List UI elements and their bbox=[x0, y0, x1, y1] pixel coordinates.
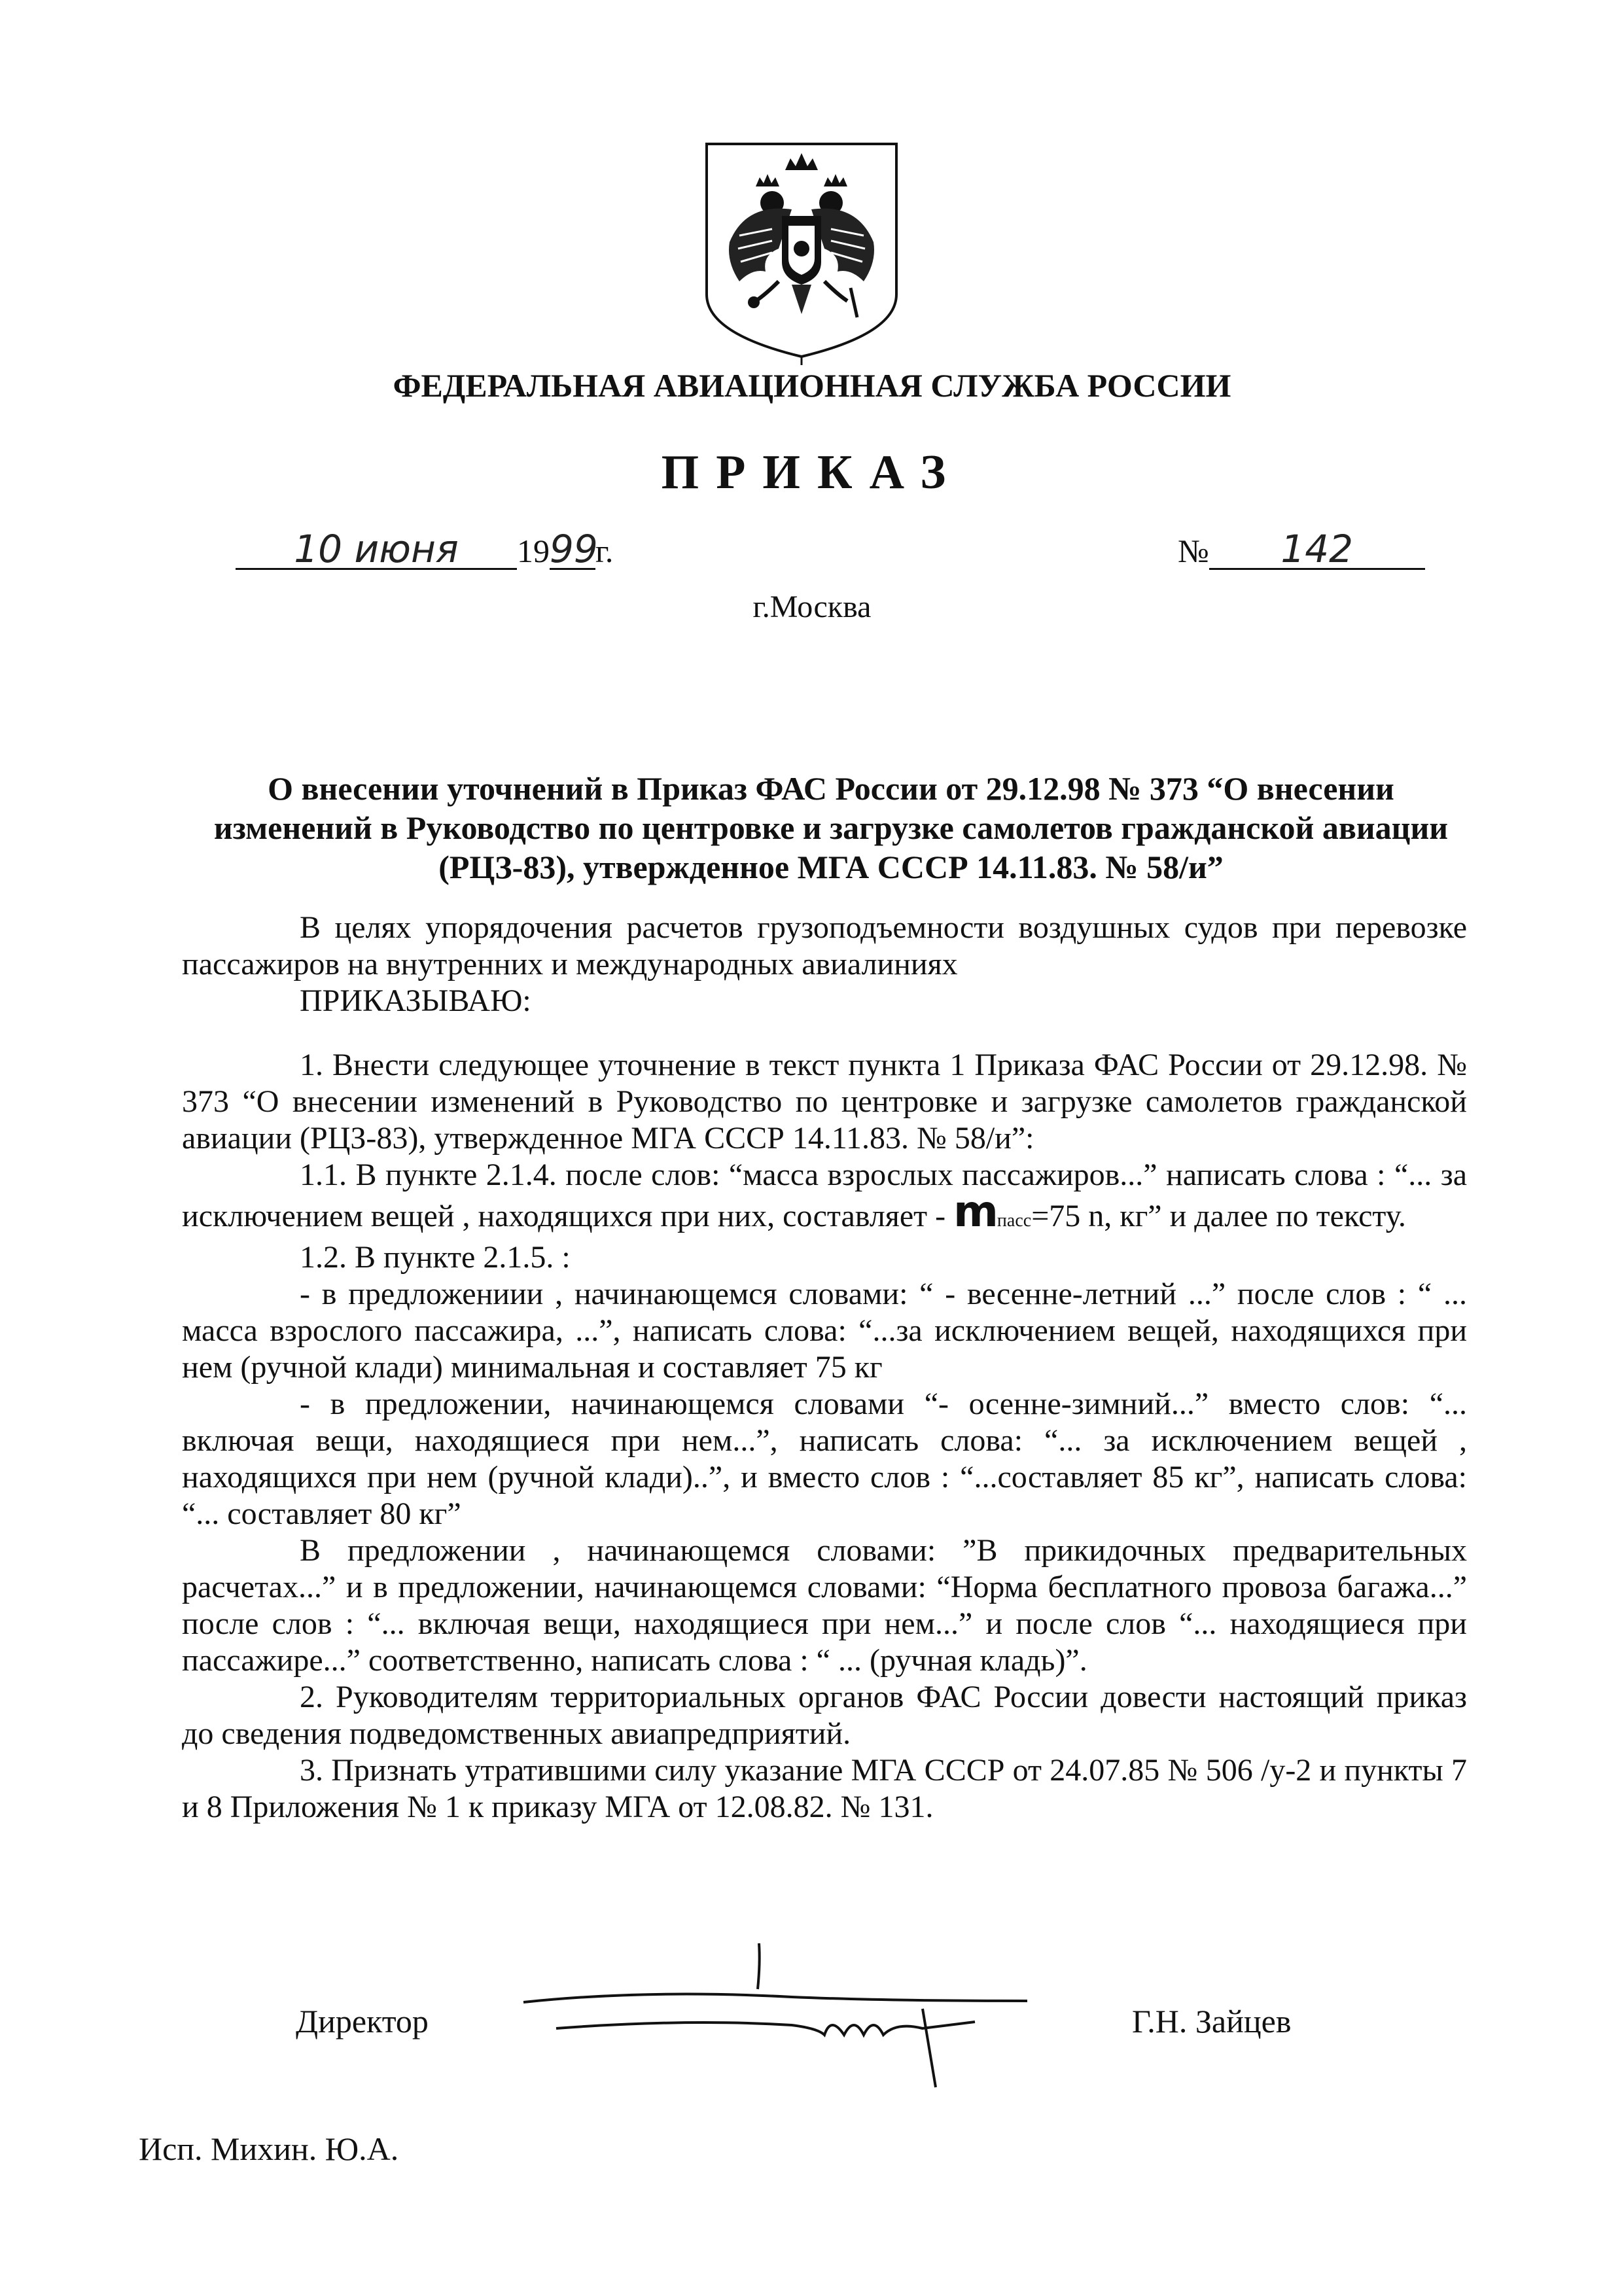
mass-symbol: m bbox=[953, 1186, 997, 1237]
mass-subscript: пасс bbox=[997, 1210, 1032, 1231]
year-suffix: г. bbox=[595, 533, 614, 569]
item-1-2-b: - в предложении, начинающемся словами “- осенне-зимний...” вместо слов: “... включая вещи, находящиеся при нем...”, написать слова: “... за исключением вещей , находящихся при нем (ручной клади)..”, и вместо слов : “...составляет 85 кг”, написать слова: “... составляет 80 кг” bbox=[182, 1386, 1467, 1531]
order-title bbox=[196, 769, 1466, 887]
preamble: В целях упорядочения расчетов грузоподъемности воздушных судов при перевозке пассажиров на внутренних и международных авиалиниях bbox=[182, 910, 1467, 981]
title-line-1: О внесении уточнений в Приказ ФАС России от 29.12.98 № 373 “О внесении bbox=[268, 770, 1394, 807]
handwritten-year: 99 bbox=[550, 527, 598, 571]
item-1-2-c: В предложении , начинающемся словами: ”В прикидочных предварительных расчетах...” и в предложении, начинающемся словами: “Норма бесплатного провоза багажа...” после слов : “... включая вещи, находящиеся при нем...” и после слов “... находящиеся при пассажире...” соответственно, написать слова : “ ... (ручная кладь)”. bbox=[182, 1533, 1467, 1678]
document-type: ПРИКАЗ bbox=[661, 446, 963, 499]
item-3: 3. Признать утратившими силу указание МГА СССР от 24.07.85 № 506 /у-2 и пункты 7 и 8 Приложения № 1 к приказу МГА от 12.08.82. № 131. bbox=[182, 1753, 1467, 1824]
title-line-2: изменений в Руководство по центровке и загрузке самолетов гражданской авиации bbox=[213, 809, 1449, 846]
number-label: № bbox=[1178, 533, 1209, 569]
item-1-1-text-a: 1.1. В пункте 2.1.4. после слов: “масса взрослых пассажиров...” написать слова : “... за исключением вещей , находящихся при них, составляет - bbox=[182, 1157, 1467, 1233]
signer-position: Директор bbox=[296, 2003, 429, 2040]
command-word: ПРИКАЗЫВАЮ: bbox=[300, 983, 531, 1018]
item-1-1 bbox=[182, 1157, 1467, 1239]
title-line-3: (РЦЗ-83), утвержденное МГА СССР 14.11.83. № 58/и” bbox=[438, 849, 1224, 885]
item-1-2-a: - в предложениии , начинающемся словами: “ - весенне-летний ...” после слов : “ ... масса взрослого пассажира, ...”, написать слова: “...за исключением вещей, находящихся при нем (ручной клади) минимальная и составляет 75 кг bbox=[182, 1277, 1467, 1385]
item-1: 1. Внести следующее уточнение в текст пункта 1 Приказа ФАС России от 29.12.98. № 373 “О внесении изменений в Руководство по центровке и загрузке самолетов гражданской авиации (РЦЗ-83), утвержденное МГА СССР 14.11.83. № 58/и”: bbox=[182, 1048, 1467, 1156]
signer-name: Г.Н. Зайцев bbox=[1132, 2003, 1292, 2040]
organization-name: ФЕДЕРАЛЬНАЯ АВИАЦИОННАЯ СЛУЖБА РОССИИ bbox=[393, 367, 1231, 404]
city: г.Москва bbox=[752, 590, 872, 624]
handwritten-signature-icon bbox=[517, 1937, 1040, 2094]
handwritten-number: 142 bbox=[1209, 530, 1425, 570]
item-1-2: 1.2. В пункте 2.1.5. : bbox=[300, 1240, 571, 1275]
year-prefix: 19 bbox=[517, 533, 550, 569]
executor: Исп. Михин. Ю.А. bbox=[139, 2130, 399, 2167]
order-number bbox=[1178, 527, 1425, 571]
order-body bbox=[182, 910, 1467, 1826]
item-2: 2. Руководителям территориальных органов ФАС России довести настоящий приказ до сведения подведомственных авиапредприятий. bbox=[182, 1680, 1467, 1751]
handwritten-date: 10 июня bbox=[236, 530, 517, 570]
order-date bbox=[236, 527, 614, 571]
item-1-1-text-b: =75 n, кг” и далее по тексту. bbox=[1031, 1199, 1406, 1233]
russian-coat-of-arms-icon bbox=[694, 131, 909, 366]
